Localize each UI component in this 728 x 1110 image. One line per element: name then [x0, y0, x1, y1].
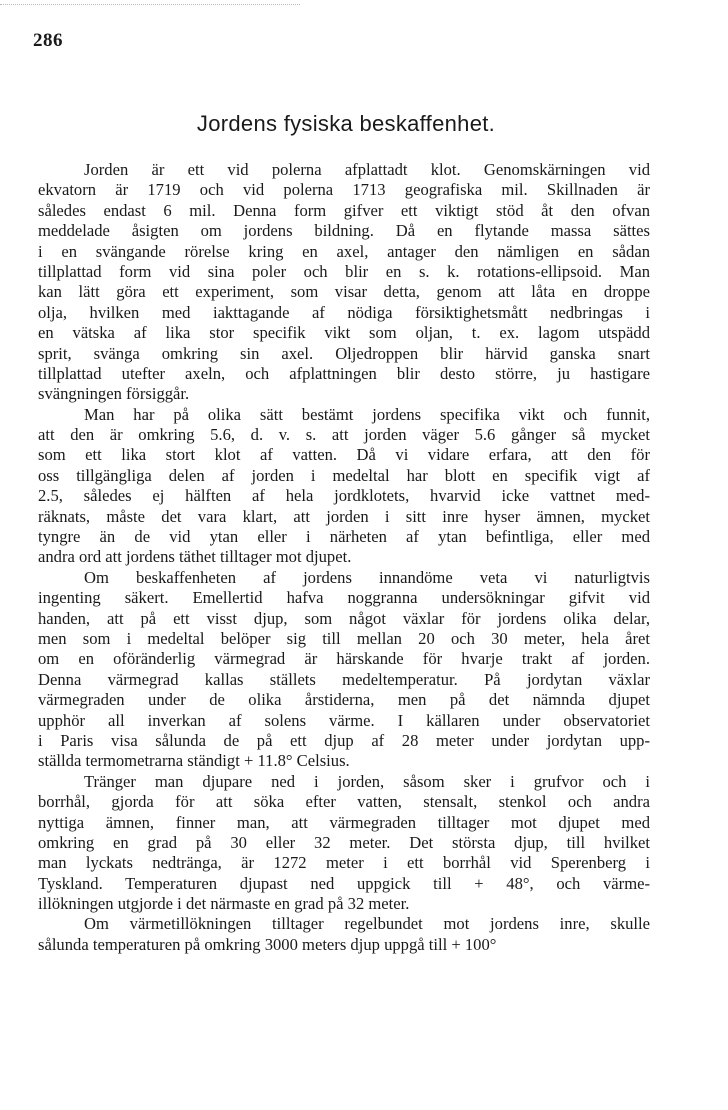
text-line: som ett lika stort klot af vatten. Då vi vidare erfara, att den för: [38, 445, 650, 465]
paragraph: [38, 772, 650, 915]
text-line: upphör all inverkan af solens värme. I källaren under observatoriet: [38, 710, 650, 730]
text-line: om en oföränderlig värmegrad är härskande för hvarje trakt af jorden.: [38, 649, 650, 669]
text-line: Tränger man djupare ned i jorden, såsom sker i grufvor och i: [84, 771, 650, 791]
paragraph: [38, 405, 650, 568]
page-number: 286: [33, 30, 63, 51]
text-line: Man har på olika sätt bestämt jordens specifika vikt och funnit,: [84, 404, 650, 424]
text-line: olja, hvilken med iakttagande af nödiga försiktighetsmått nedbringas i: [38, 302, 650, 322]
text-line: ingenting säkert. Emellertid hafva noggranna undersökningar gifvit vid: [38, 588, 650, 608]
text-line: tillplattad utefter axeln, och afplattningen blir desto större, ju hastigare: [38, 363, 650, 383]
text-line: värmegraden under de olika årstiderna, men på det nämnda djupet: [38, 690, 650, 710]
text-line: oss tillgängliga delen af jorden i medeltal har blott en specifik vigt af: [38, 465, 650, 485]
text-line: Denna värmegrad kallas ställets medeltemperatur. På jordytan växlar: [38, 669, 650, 689]
text-line: man lyckats nedtränga, är 1272 meter i ett borrhål vid Sperenberg i: [38, 853, 650, 873]
text-line: ställda termometrarna ständigt + 11.8° Celsius.: [38, 751, 350, 771]
text-line: Om värmetillökningen tilltager regelbundet mot jordens inre, skulle: [84, 914, 650, 934]
text-line: tillplattad form vid sina poler och blir en s. k. rotations-ellipsoid. Man: [38, 261, 650, 281]
paragraph: [38, 568, 650, 772]
text-line: Om beskaffenheten af jordens innandöme veta vi naturligtvis: [84, 567, 650, 587]
text-line: andra ord att jordens täthet tilltager mot djupet.: [38, 547, 352, 567]
text-line: en vätska af lika stor specifik vikt som oljan, t. ex. lagom utspädd: [38, 323, 650, 343]
text-line: således endast 6 mil. Denna form gifver ett viktigt stöd åt den ofvan: [38, 200, 650, 220]
text-line: ekvatorn är 1719 och vid polerna 1713 geografiska mil. Skillnaden är: [38, 180, 650, 200]
text-line: kan lätt göra ett experiment, som visar detta, genom att låta en droppe: [38, 282, 650, 302]
text-line: meddelade åsigten om jordens bildning. Då en flytande massa sättes: [38, 221, 650, 241]
text-line: handen, att på ett visst djup, som något växlar för jordens olika delar,: [38, 608, 650, 628]
text-line: tyngre än de vid ytan eller i närheten af ytan befintliga, eller med: [38, 527, 650, 547]
text-line: 2.5, således ej hälften af hela jordklotets, hvarvid icke vattnet med-: [38, 486, 650, 506]
text-line: nyttiga ämnen, finner man, att värmegraden tilltager mot djupet med: [38, 812, 650, 832]
text-line: att den är omkring 5.6, d. v. s. att jorden väger 5.6 gånger så mycket: [38, 425, 650, 445]
text-line: Tyskland. Temperaturen djupast ned uppgick till + 48°, och värme-: [38, 873, 650, 893]
text-line: i en svängande rörelse kring en axel, antager den nämligen en sådan: [38, 241, 650, 261]
text-line: Jorden är ett vid polerna afplattadt klot. Genomskärningen vid: [84, 160, 650, 179]
chapter-title: Jordens fysiska beskaffenhet.: [196, 111, 496, 136]
text-line: illökningen utgjorde i det närmaste en grad på 32 meter.: [38, 894, 410, 914]
text-line: svängningen försiggår.: [38, 384, 190, 404]
page-edge-rule: [0, 4, 300, 5]
text-line: sprit, svänga omkring sin axel. Oljedroppen blir härvid ganska snart: [38, 343, 650, 363]
paragraph: [38, 160, 650, 405]
text-line: räknats, måste det vara klart, att jorden i sitt inre hyser ämnen, mycket: [38, 506, 650, 526]
text-line: borrhål, gjorda för att söka efter vatten, stensalt, stenkol och andra: [38, 792, 650, 812]
paragraph: [38, 914, 650, 955]
body-text: [38, 160, 650, 955]
text-line: i Paris visa sålunda de på ett djup af 28 meter under jordytan upp-: [38, 730, 650, 750]
text-line: sålunda temperaturen på omkring 3000 meters djup uppgå till + 100°: [38, 934, 497, 954]
text-line: omkring en grad på 30 eller 32 meter. Det största djup, till hvilket: [38, 832, 650, 852]
text-line: men som i medeltal belöper sig till mellan 20 och 30 meter, hela året: [38, 628, 650, 648]
